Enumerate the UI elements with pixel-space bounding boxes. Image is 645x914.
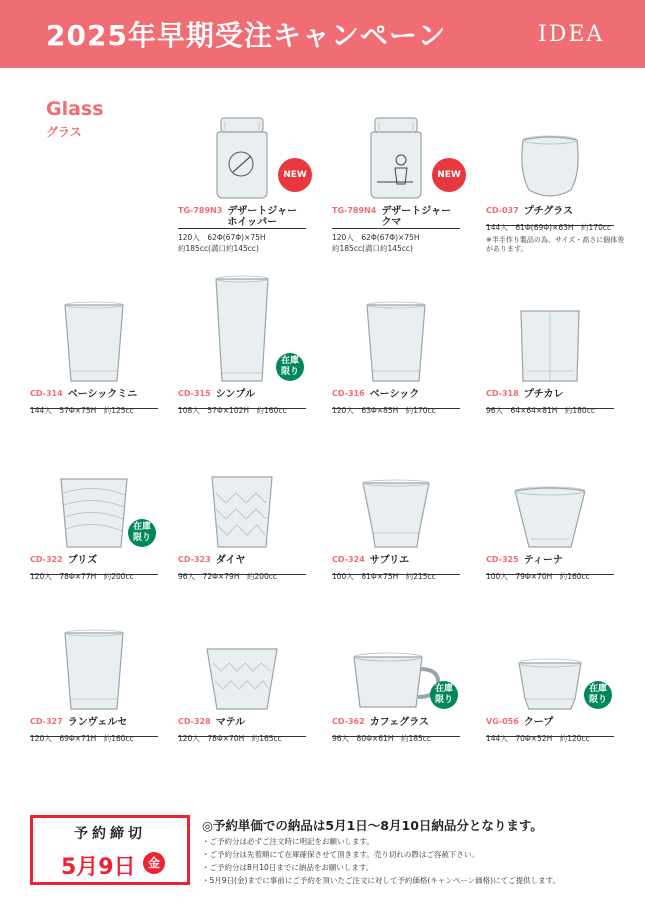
product-name: デザートジャー ホイッパー bbox=[227, 206, 298, 228]
product-spec: 120入 78Φ×70H 約165cc bbox=[178, 734, 282, 743]
product-name: シンプル bbox=[215, 389, 256, 400]
product-code: VG-056 bbox=[486, 717, 519, 726]
product-spec: 96入 72Φ×79H 約200cc bbox=[178, 572, 278, 581]
product-code: CD-328 bbox=[178, 717, 211, 726]
section-title: Glass bbox=[46, 98, 104, 120]
product-name: ブリズ bbox=[67, 555, 98, 566]
product-code: CD-323 bbox=[178, 555, 211, 564]
product-name-row bbox=[332, 206, 460, 229]
jar-whisk-icon bbox=[207, 116, 277, 202]
product-name: プチカレ bbox=[523, 389, 564, 400]
product-code: CD-325 bbox=[486, 555, 519, 564]
new-badge: NEW bbox=[278, 158, 312, 192]
product-spec: 144入 70Φ×52H 約120cc bbox=[486, 734, 590, 743]
product-name: サブリエ bbox=[369, 555, 410, 566]
cafe-cup-icon bbox=[350, 651, 442, 713]
product-name: ダイヤ bbox=[215, 555, 246, 566]
notice-line: ・ご予約分は8月10日までに納品をお願いします。 bbox=[202, 863, 374, 872]
product-name: クープ bbox=[523, 717, 554, 728]
tumbler-icon bbox=[363, 301, 429, 385]
notice-line: ・ご予約分は先着順にて在庫確保させて頂きます。売り切れの際はご容赦下さい。 bbox=[202, 850, 479, 859]
deadline-box bbox=[30, 815, 190, 885]
product-code: CD-314 bbox=[30, 389, 63, 398]
product-name: カフェグラス bbox=[369, 717, 429, 728]
deadline-label: 予約締切 bbox=[74, 826, 146, 842]
jar-bear-icon bbox=[361, 116, 431, 202]
round-glass-icon bbox=[515, 132, 585, 202]
product-name: ランヴェルセ bbox=[67, 717, 128, 728]
product-name: ベーシック bbox=[369, 389, 420, 400]
product-code: CD-318 bbox=[486, 389, 519, 398]
product-spec: 120入 62Φ(67Φ)×75H 約185cc(満口約145cc) bbox=[178, 233, 266, 253]
product-code: TG-789N4 bbox=[332, 206, 377, 215]
product-code: CD-315 bbox=[178, 389, 211, 398]
tall-tumbler-icon bbox=[212, 275, 272, 385]
product-spec: 96入 64×64×81H 約180cc bbox=[486, 406, 595, 415]
header-banner bbox=[0, 0, 645, 68]
new-badge: NEW bbox=[432, 158, 466, 192]
tumbler-icon bbox=[61, 629, 127, 713]
product-spec: 120入 63Φ×85H 約170cc bbox=[332, 406, 436, 415]
square-glass-icon bbox=[515, 305, 585, 385]
limited-stock-badge: 在庫 限り bbox=[584, 681, 612, 709]
limited-stock-badge: 在庫 限り bbox=[276, 353, 304, 381]
product-code: CD-316 bbox=[332, 389, 365, 398]
diamond-glass-icon bbox=[208, 473, 276, 551]
product-note: ※半手作り製品の為、サイズ・高さに個体差があります。 bbox=[486, 236, 625, 253]
product-name: プチグラス bbox=[523, 206, 573, 217]
limited-stock-badge: 在庫 限り bbox=[128, 519, 156, 547]
notice-title: ◎予約単価での納品は5月1日〜8月10日納品分となります。 bbox=[202, 818, 543, 833]
product-code: CD-037 bbox=[486, 206, 519, 215]
flared-glass-icon bbox=[513, 485, 587, 551]
deadline-weekday-badge: 金 bbox=[143, 852, 165, 874]
hammered-glass-icon bbox=[205, 643, 279, 713]
tumbler-icon bbox=[61, 301, 127, 385]
page-title: 2025年早期受注キャンペーン bbox=[46, 19, 447, 52]
product-spec: 144入 61Φ(69Φ)×63H 約170cc bbox=[486, 223, 612, 232]
coupe-glass-icon bbox=[515, 657, 585, 713]
product-name: ベーシックミニ bbox=[67, 389, 138, 400]
product-spec: 120入 69Φ×71H 約160cc bbox=[30, 734, 134, 743]
notice-line: ・ご予約分は必ずご注文時に明記をお願いします。 bbox=[202, 837, 374, 846]
product-spec: 96入 80Φ×61H 約185cc bbox=[332, 734, 432, 743]
product-name: マテル bbox=[215, 717, 246, 728]
brand-logo: IDEA bbox=[538, 22, 605, 47]
product-code: CD-322 bbox=[30, 555, 63, 564]
notice-line: ・5月9日(金)までに事前にご予約を頂いたご注文に対して予約価格(キャンペーン価格)にてご提供します。 bbox=[202, 876, 560, 885]
product-spec: 120入 78Φ×77H 約200cc bbox=[30, 572, 134, 581]
deadline-date: 5月9日 bbox=[61, 855, 136, 880]
product-spec: 120入 62Φ(67Φ)×75H 約185cc(満口約145cc) bbox=[332, 233, 420, 253]
section-subtitle: グラス bbox=[46, 125, 82, 139]
product-code: CD-327 bbox=[30, 717, 63, 726]
footed-glass-icon bbox=[359, 479, 433, 551]
product-code: TG-789N3 bbox=[178, 206, 223, 215]
product-name: ティーナ bbox=[523, 555, 563, 566]
product-spec: 144入 57Φ×75H 約125cc bbox=[30, 406, 134, 415]
limited-stock-badge: 在庫 限り bbox=[430, 681, 458, 709]
swirl-glass-icon bbox=[57, 475, 131, 551]
product-spec: 100入 81Φ×75H 約215cc bbox=[332, 572, 436, 581]
product-name: デザートジャー クマ bbox=[381, 206, 452, 228]
product-code: CD-362 bbox=[332, 717, 365, 726]
product-spec: 100入 79Φ×70H 約160cc bbox=[486, 572, 590, 581]
product-name-row bbox=[178, 206, 306, 229]
product-code: CD-324 bbox=[332, 555, 365, 564]
product-spec: 108入 57Φ×102H 約160cc bbox=[178, 406, 287, 415]
